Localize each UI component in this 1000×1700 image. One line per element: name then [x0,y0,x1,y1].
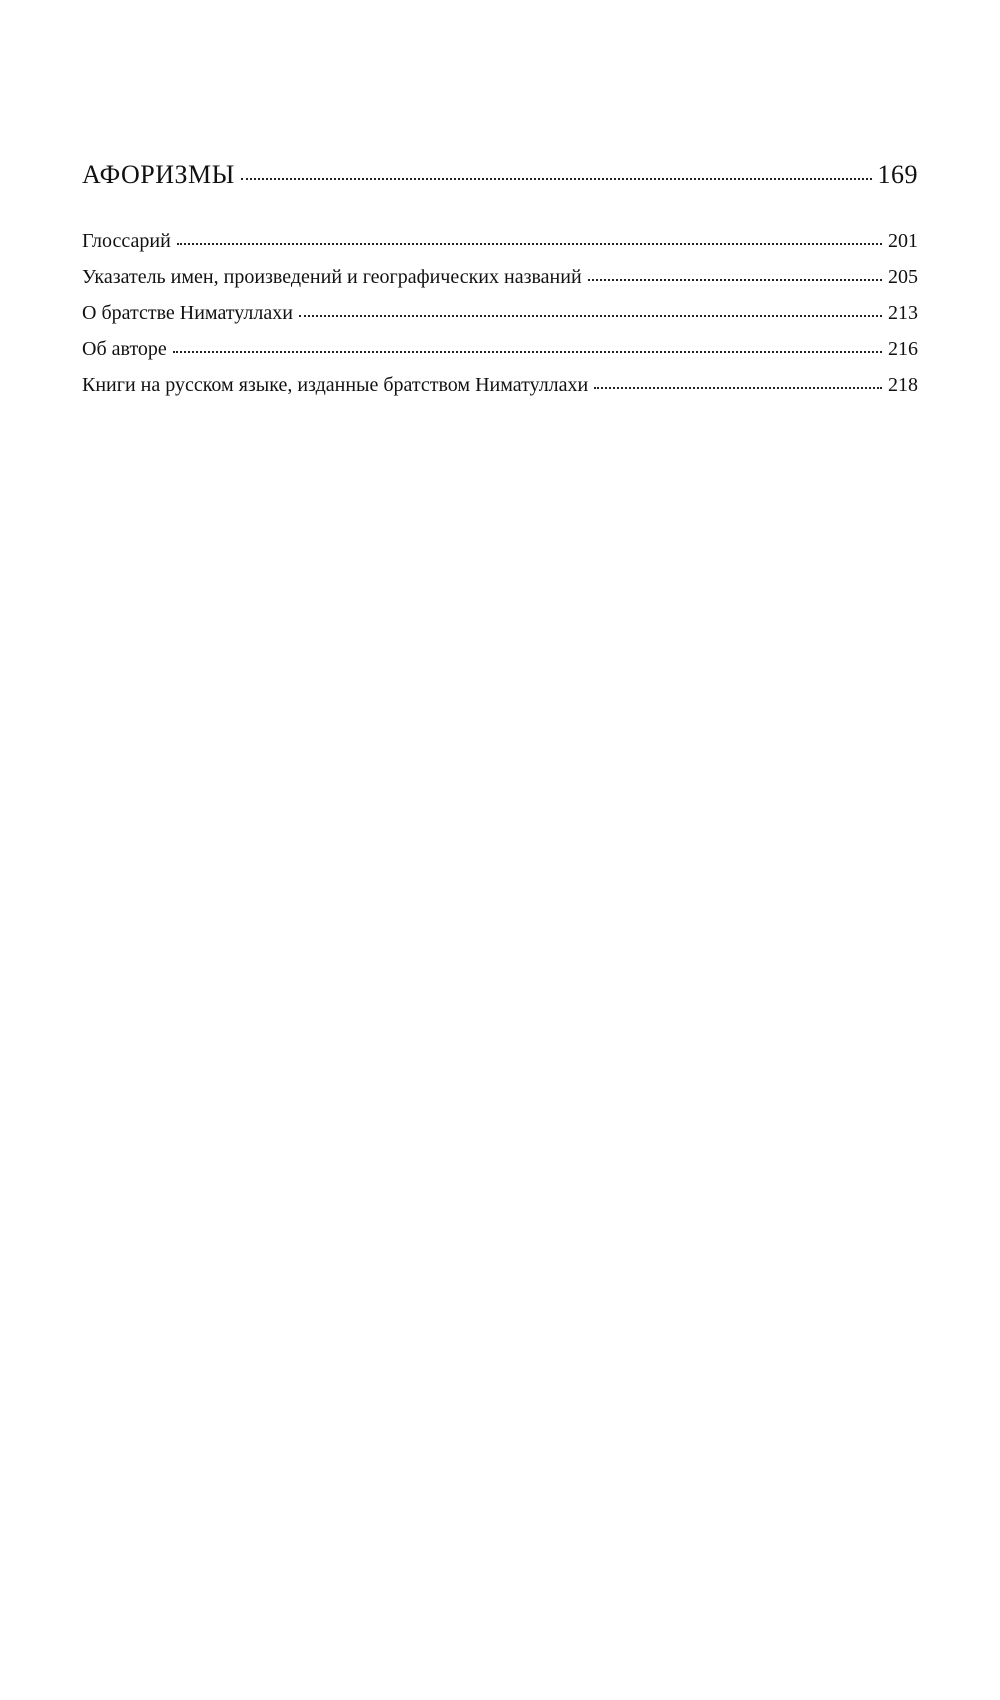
dot-leader [177,239,882,245]
toc-entry-about-author [82,338,918,374]
toc-entry-page-number: 205 [888,266,918,288]
toc-entry-russian-books [82,374,918,410]
toc-entry-aphorisms [82,160,918,200]
toc-entry-glossary [82,230,918,266]
dot-leader [173,347,882,353]
dot-leader [594,383,882,389]
toc-entry-title: АФОРИЗМЫ [82,160,235,189]
toc-entry-title: Глоссарий [82,230,171,252]
dot-leader [299,311,882,317]
toc-entry-page-number: 213 [888,302,918,324]
dot-leader [588,275,882,281]
toc-entry-page-number: 216 [888,338,918,360]
toc-entry-page-number: 201 [888,230,918,252]
toc-entry-page-number: 218 [888,374,918,396]
toc-entry-about-brotherhood [82,302,918,338]
table-of-contents [82,160,918,410]
toc-entry-index [82,266,918,302]
toc-entry-title: Об авторе [82,338,167,360]
toc-entry-title: Книги на русском языке, изданные братством Ниматуллахи [82,374,589,396]
toc-entry-page-number: 169 [877,160,918,189]
toc-entry-title: Указатель имен, произведений и географических названий [82,266,582,288]
toc-entry-title: О братстве Ниматуллахи [82,302,293,324]
dot-leader [241,174,872,180]
